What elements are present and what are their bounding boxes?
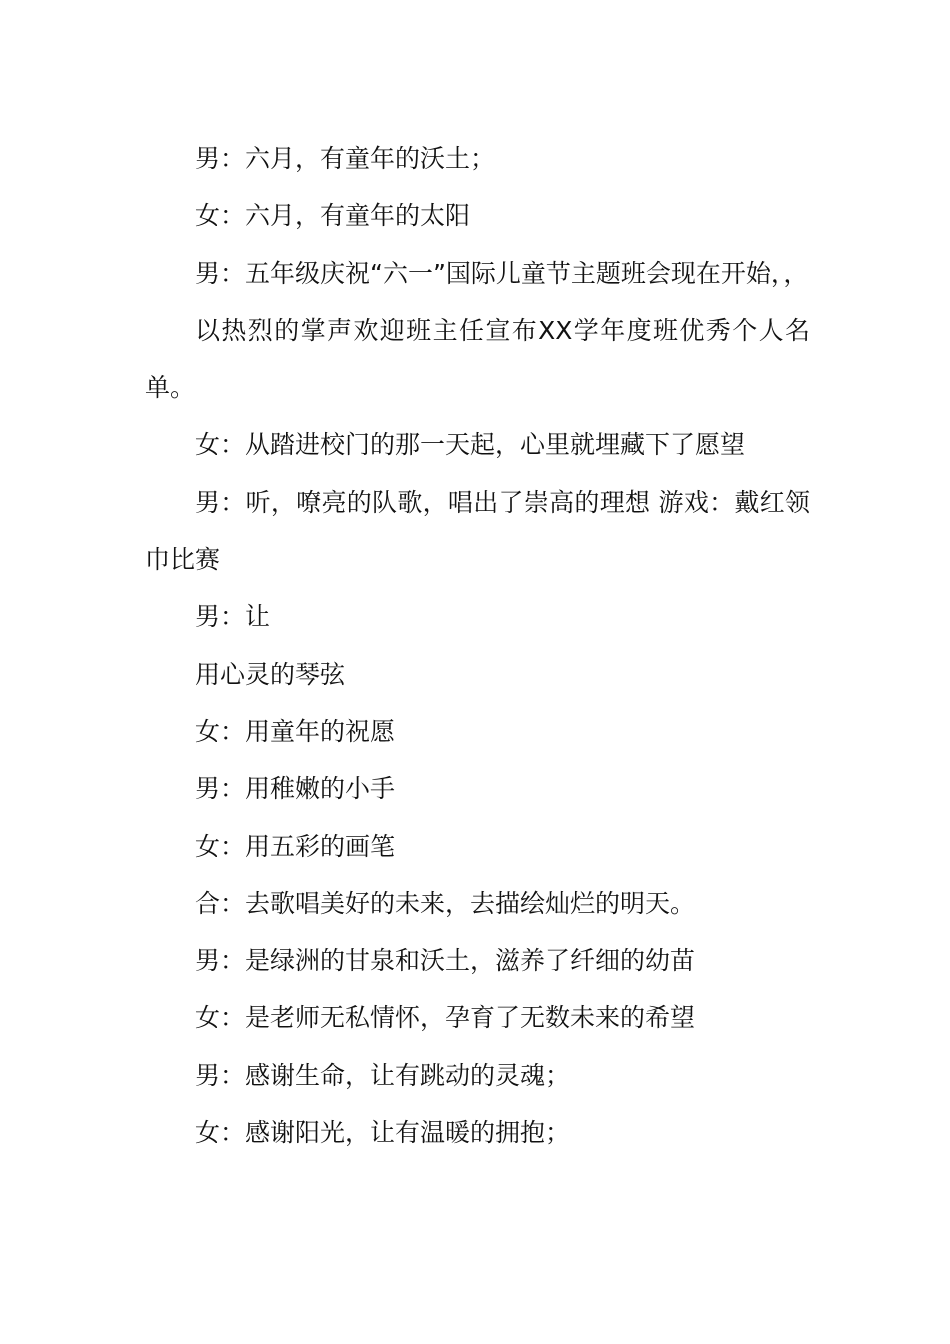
paragraph: 合：去歌唱美好的未来，去描绘灿烂的明天。 <box>195 888 696 918</box>
paragraph: 男：感谢生命，让有跳动的灵魂； <box>195 1060 571 1090</box>
paragraph: 女：用童年的祝愿 <box>195 716 396 746</box>
paragraph: 女：从踏进校门的那一天起，心里就埋藏下了愿望 <box>195 430 746 460</box>
paragraph: 男：六月，有童年的沃土； <box>195 144 496 173</box>
paragraph: 男：用稚嫩的小手 <box>195 774 396 804</box>
paragraph: 男：听，嘹亮的队歌，唱出了崇高的理想 游戏：戴红领巾比赛 <box>145 487 810 575</box>
document-body <box>145 130 810 1161</box>
paragraph: 女：用五彩的画笔 <box>195 831 396 861</box>
paragraph: 男：让 <box>195 602 271 632</box>
paragraph: 女：是老师无私情怀，孕育了无数未来的希望 <box>195 1003 696 1033</box>
paragraph: 女：感谢阳光，让有温暖的拥抱； <box>195 1118 571 1148</box>
paragraph: 男：五年级庆祝“六一”国际儿童节主题班会现在开始，， <box>195 258 809 288</box>
paragraph: 女：六月，有童年的太阳 <box>195 201 471 231</box>
paragraph: 用心灵的琴弦 <box>195 659 346 689</box>
paragraph: 男：是绿洲的甘泉和沃土，滋养了纤细的幼苗 <box>195 946 696 976</box>
paragraph: 以热烈的掌声欢迎班主任宣布XX学年度班优秀个人名单。 <box>145 315 810 403</box>
